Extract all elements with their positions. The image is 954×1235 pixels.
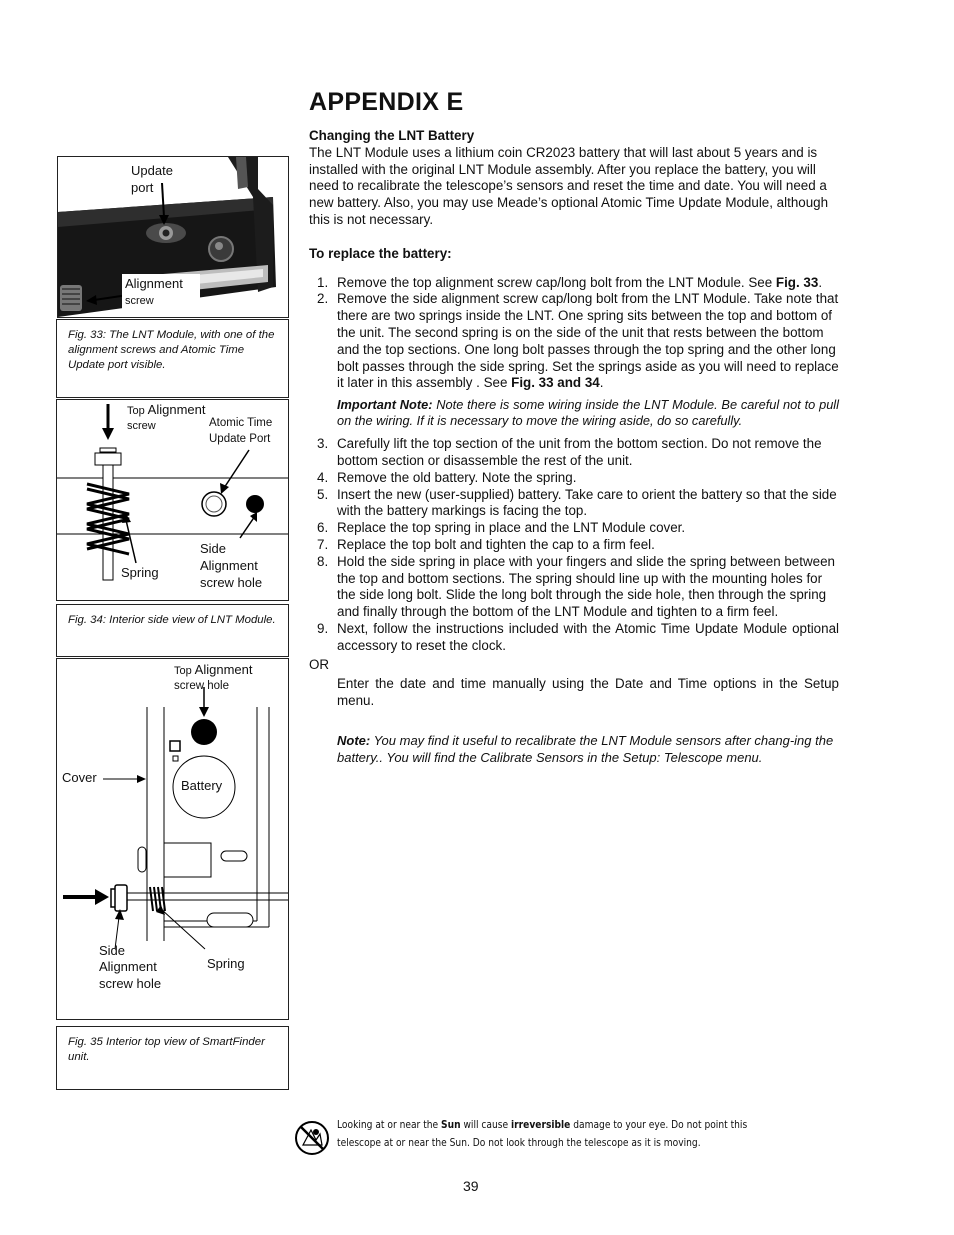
fig35-caption-box: [56, 1026, 289, 1090]
fig34-label-alignment: Alignment: [200, 558, 258, 573]
fig35-diagram: [56, 658, 289, 1020]
sun-warning-text: Looking at or near the Sun will cause irreversible damage to your eye. Do not point this telescope at or near the Sun. Do not look through the telescope as it is moving.: [337, 1119, 748, 1149]
fig34-label-update-port: Update Port: [209, 433, 271, 445]
fig33-caption: Fig. 33: The LNT Module, with one of the alignment screws and Atomic Time Update port visible.: [68, 329, 275, 371]
fig33-photo: [57, 156, 289, 318]
fig35-drawing: [57, 659, 288, 1019]
fig33-label-update: Update: [131, 163, 173, 178]
or-text: OR: [309, 656, 330, 672]
page-title: APPENDIX E: [309, 88, 464, 116]
fig34-label-spring: Spring: [121, 565, 159, 580]
fig34-diagram: [56, 399, 289, 601]
fig33-label-screw: screw: [125, 295, 154, 307]
page-number: 39: [463, 1178, 479, 1194]
list-item: 7. Replace the top bolt and tighten the cap to a firm feel.: [317, 536, 655, 552]
fig33-caption-box: [56, 319, 289, 398]
steps-list-continued: [309, 436, 839, 654]
no-sun-warning-icon: [294, 1120, 330, 1156]
list-item: 9. Next, follow the instructions included with the Atomic Time Update Module optional accessory to reset the clock.: [317, 620, 839, 653]
main-text: [309, 128, 839, 766]
fig34-label-atomic: Atomic Time: [209, 417, 273, 429]
manual-text: Enter the date and time manually using the Date and Time options in the Setup menu.: [337, 676, 839, 709]
fig34-caption-box: [56, 604, 289, 657]
fig34-label-top: Top Alignment: [127, 402, 206, 417]
list-item: 3. Carefully lift the top section of the unit from the bottom section. Do not remove the bottom section or disassemble the rest of the unit.: [317, 436, 822, 468]
fig35-label-side: Side: [99, 943, 126, 958]
fig35-label-side-screw-hole: screw hole: [99, 976, 162, 991]
list-item: 8. Hold the side spring in place with your fingers and slide the spring between between the top and bottom sections. The spring should line up with the mounting holes for the side long bolt. Slide the long bolt through the side hole, then through the spring and finally through the bottom of the LNT Module and tighten to a firm feel.: [317, 553, 835, 620]
list-item: 6. Replace the top spring in place and the LNT Module cover.: [317, 520, 686, 536]
list-item: 2. Remove the side alignment screw cap/long bolt from the LNT Module. Take note that there are two springs inside the LNT. One spring sits between the top and bottom of the unit. The second spring is on the side of the unit that rests between the bottom and the top sections. One long bolt passes through the top spring and the other long bolt passes through the side spring. Set the springs aside as you will need to replace it later in this assembly . See Fig. 33 and 34.: [317, 291, 839, 391]
list-item: 1. Remove the top alignment screw cap/long bolt from the LNT Module. See Fig. 33.: [317, 274, 823, 290]
fig34-label-side: Side: [200, 541, 227, 556]
replace-heading: To replace the battery:: [309, 245, 452, 261]
fig33-label-port: port: [131, 180, 154, 195]
section-title: Changing the LNT Battery: [309, 128, 475, 143]
fig35-label-battery: Battery: [181, 778, 223, 793]
list-item: 5. Insert the new (user-supplied) battery. Take care to orient the battery so that the side with the battery markings is facing the top.: [317, 486, 837, 519]
fig34-caption: Fig. 34: Interior side view of LNT Module.: [68, 614, 276, 626]
fig35-caption: Fig. 35 Interior top view of SmartFinder unit.: [68, 1036, 265, 1063]
fig35-label-screw-hole: screw hole: [174, 680, 229, 692]
list-item: 4. Remove the old battery. Note the spring.: [317, 469, 577, 485]
fig34-label-screw: screw: [127, 420, 156, 432]
fig35-label-top: Top Alignment: [174, 662, 253, 677]
fig34-label-screw-hole: screw hole: [200, 575, 263, 590]
fig33-label-alignment: Alignment: [125, 276, 183, 291]
steps-list: [309, 275, 839, 393]
fig35-label-cover: Cover: [62, 770, 97, 785]
fig35-label-alignment: Alignment: [99, 959, 157, 974]
final-note: Note: You may find it useful to recalibrate the LNT Module sensors after chang-ing the battery.. You will find the Calibrate Sensors in the Setup: Telescope menu.: [337, 732, 834, 765]
fig35-label-spring: Spring: [207, 956, 245, 971]
important-note: Important Note: Note there is some wiring inside the LNT Module. Be careful not to pull on the wiring. If it is necessary to move the wiring aside, do so carefully.: [337, 397, 839, 429]
intro-paragraph: The LNT Module uses a lithium coin CR2023 battery that will last about 5 years and is installed with the original LNT Module assembly. After you replace the battery, you will need to recalibrate the telescope’s sensors and reset the time and date. You will need a new battery. Also, you may use Meade’s optional Atomic Time Update Module, although this is not necessary.: [309, 144, 829, 227]
